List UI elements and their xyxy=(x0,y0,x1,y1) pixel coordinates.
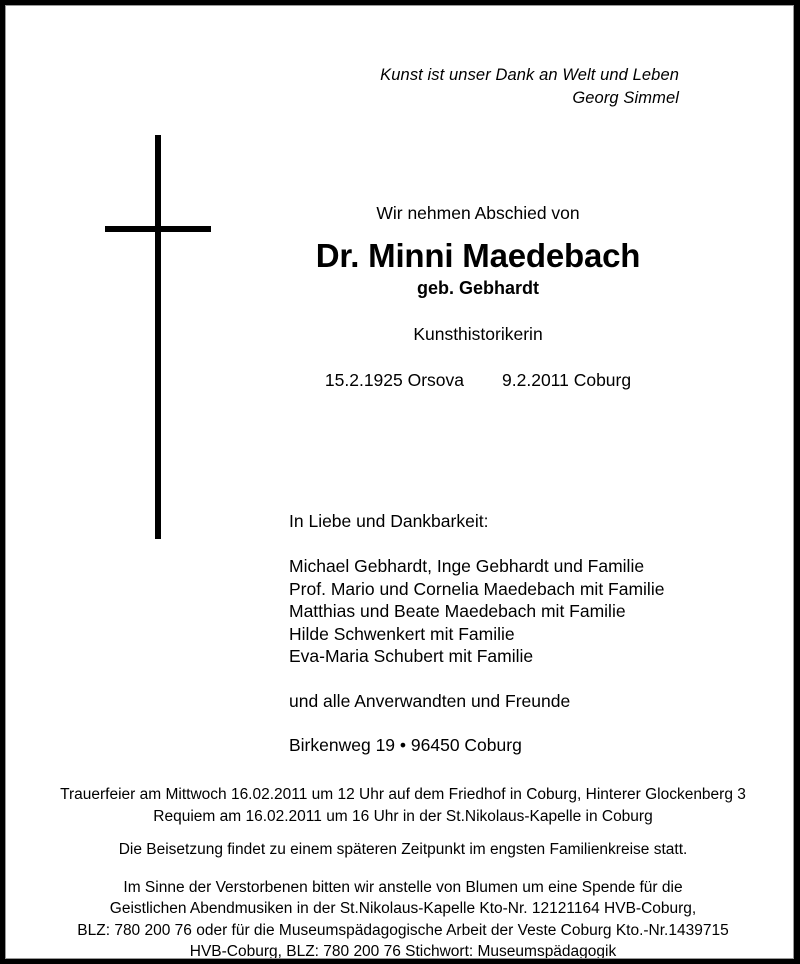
deceased-name: Dr. Minni Maedebach xyxy=(315,237,641,274)
epigraph xyxy=(6,64,679,110)
family-list xyxy=(289,555,709,668)
dates-separator xyxy=(464,369,502,391)
farewell-intro: Wir nehmen Abschied von xyxy=(376,203,580,223)
profession: Kunsthistorikerin xyxy=(413,324,543,344)
birth-date: 15.2.1925 Orsova xyxy=(324,370,465,390)
footer-block xyxy=(6,784,794,959)
deceased-block xyxy=(218,202,738,391)
epigraph-quote: Kunst ist unser Dank an Welt und Leben xyxy=(380,66,679,84)
notice-sheet xyxy=(5,5,794,959)
mourners-block xyxy=(289,510,709,756)
donation-line: HVB-Coburg, BLZ: 780 200 76 Stichwort: Museumspädagogik xyxy=(189,943,617,959)
list-item: Michael Gebhardt, Inge Gebhardt und Familie xyxy=(289,556,645,576)
ceremony-line: Trauerfeier am Mittwoch 16.02.2011 um 12 Uhr auf dem Friedhof in Coburg, Hinterer Glockenberg 3 xyxy=(60,786,746,803)
donation-line: Im Sinne der Verstorbenen bitten wir anstelle von Blumen um eine Spende für die xyxy=(123,878,683,896)
maiden-name: geb. Gebhardt xyxy=(416,278,539,298)
list-item: Hilde Schwenkert mit Familie xyxy=(289,623,515,644)
list-item: Prof. Mario und Cornelia Maedebach mit Familie xyxy=(289,578,665,599)
relatives-line: und alle Anverwandten und Freunde xyxy=(289,690,571,711)
donation-line: BLZ: 780 200 76 oder für die Museumspädagogische Arbeit der Veste Coburg Kto.-Nr.1439715 xyxy=(77,921,729,939)
address-line: Birkenweg 19 • 96450 Coburg xyxy=(289,734,522,755)
cross-stem xyxy=(155,135,161,539)
life-dates xyxy=(218,369,738,391)
epigraph-source: Georg Simmel xyxy=(572,89,679,107)
donation-note xyxy=(6,877,794,960)
list-item: Eva-Maria Schubert mit Familie xyxy=(289,646,534,666)
mourners-lead: In Liebe und Dankbarkeit: xyxy=(289,511,489,531)
burial-note: Die Beisetzung findet zu einem späteren Zeitpunkt im engsten Familienkreise statt. xyxy=(118,841,688,858)
ceremony-details xyxy=(6,784,794,827)
donation-line: Geistlichen Abendmusiken in der St.Nikolaus-Kapelle Kto-Nr. 12121164 HVB-Coburg, xyxy=(109,900,697,917)
ceremony-line: Requiem am 16.02.2011 um 16 Uhr in der St.Nikolaus-Kapelle in Coburg xyxy=(153,807,653,825)
list-item: Matthias und Beate Maedebach mit Familie xyxy=(289,601,626,621)
cross-bar xyxy=(105,226,211,232)
death-date: 9.2.2011 Coburg xyxy=(502,370,632,390)
